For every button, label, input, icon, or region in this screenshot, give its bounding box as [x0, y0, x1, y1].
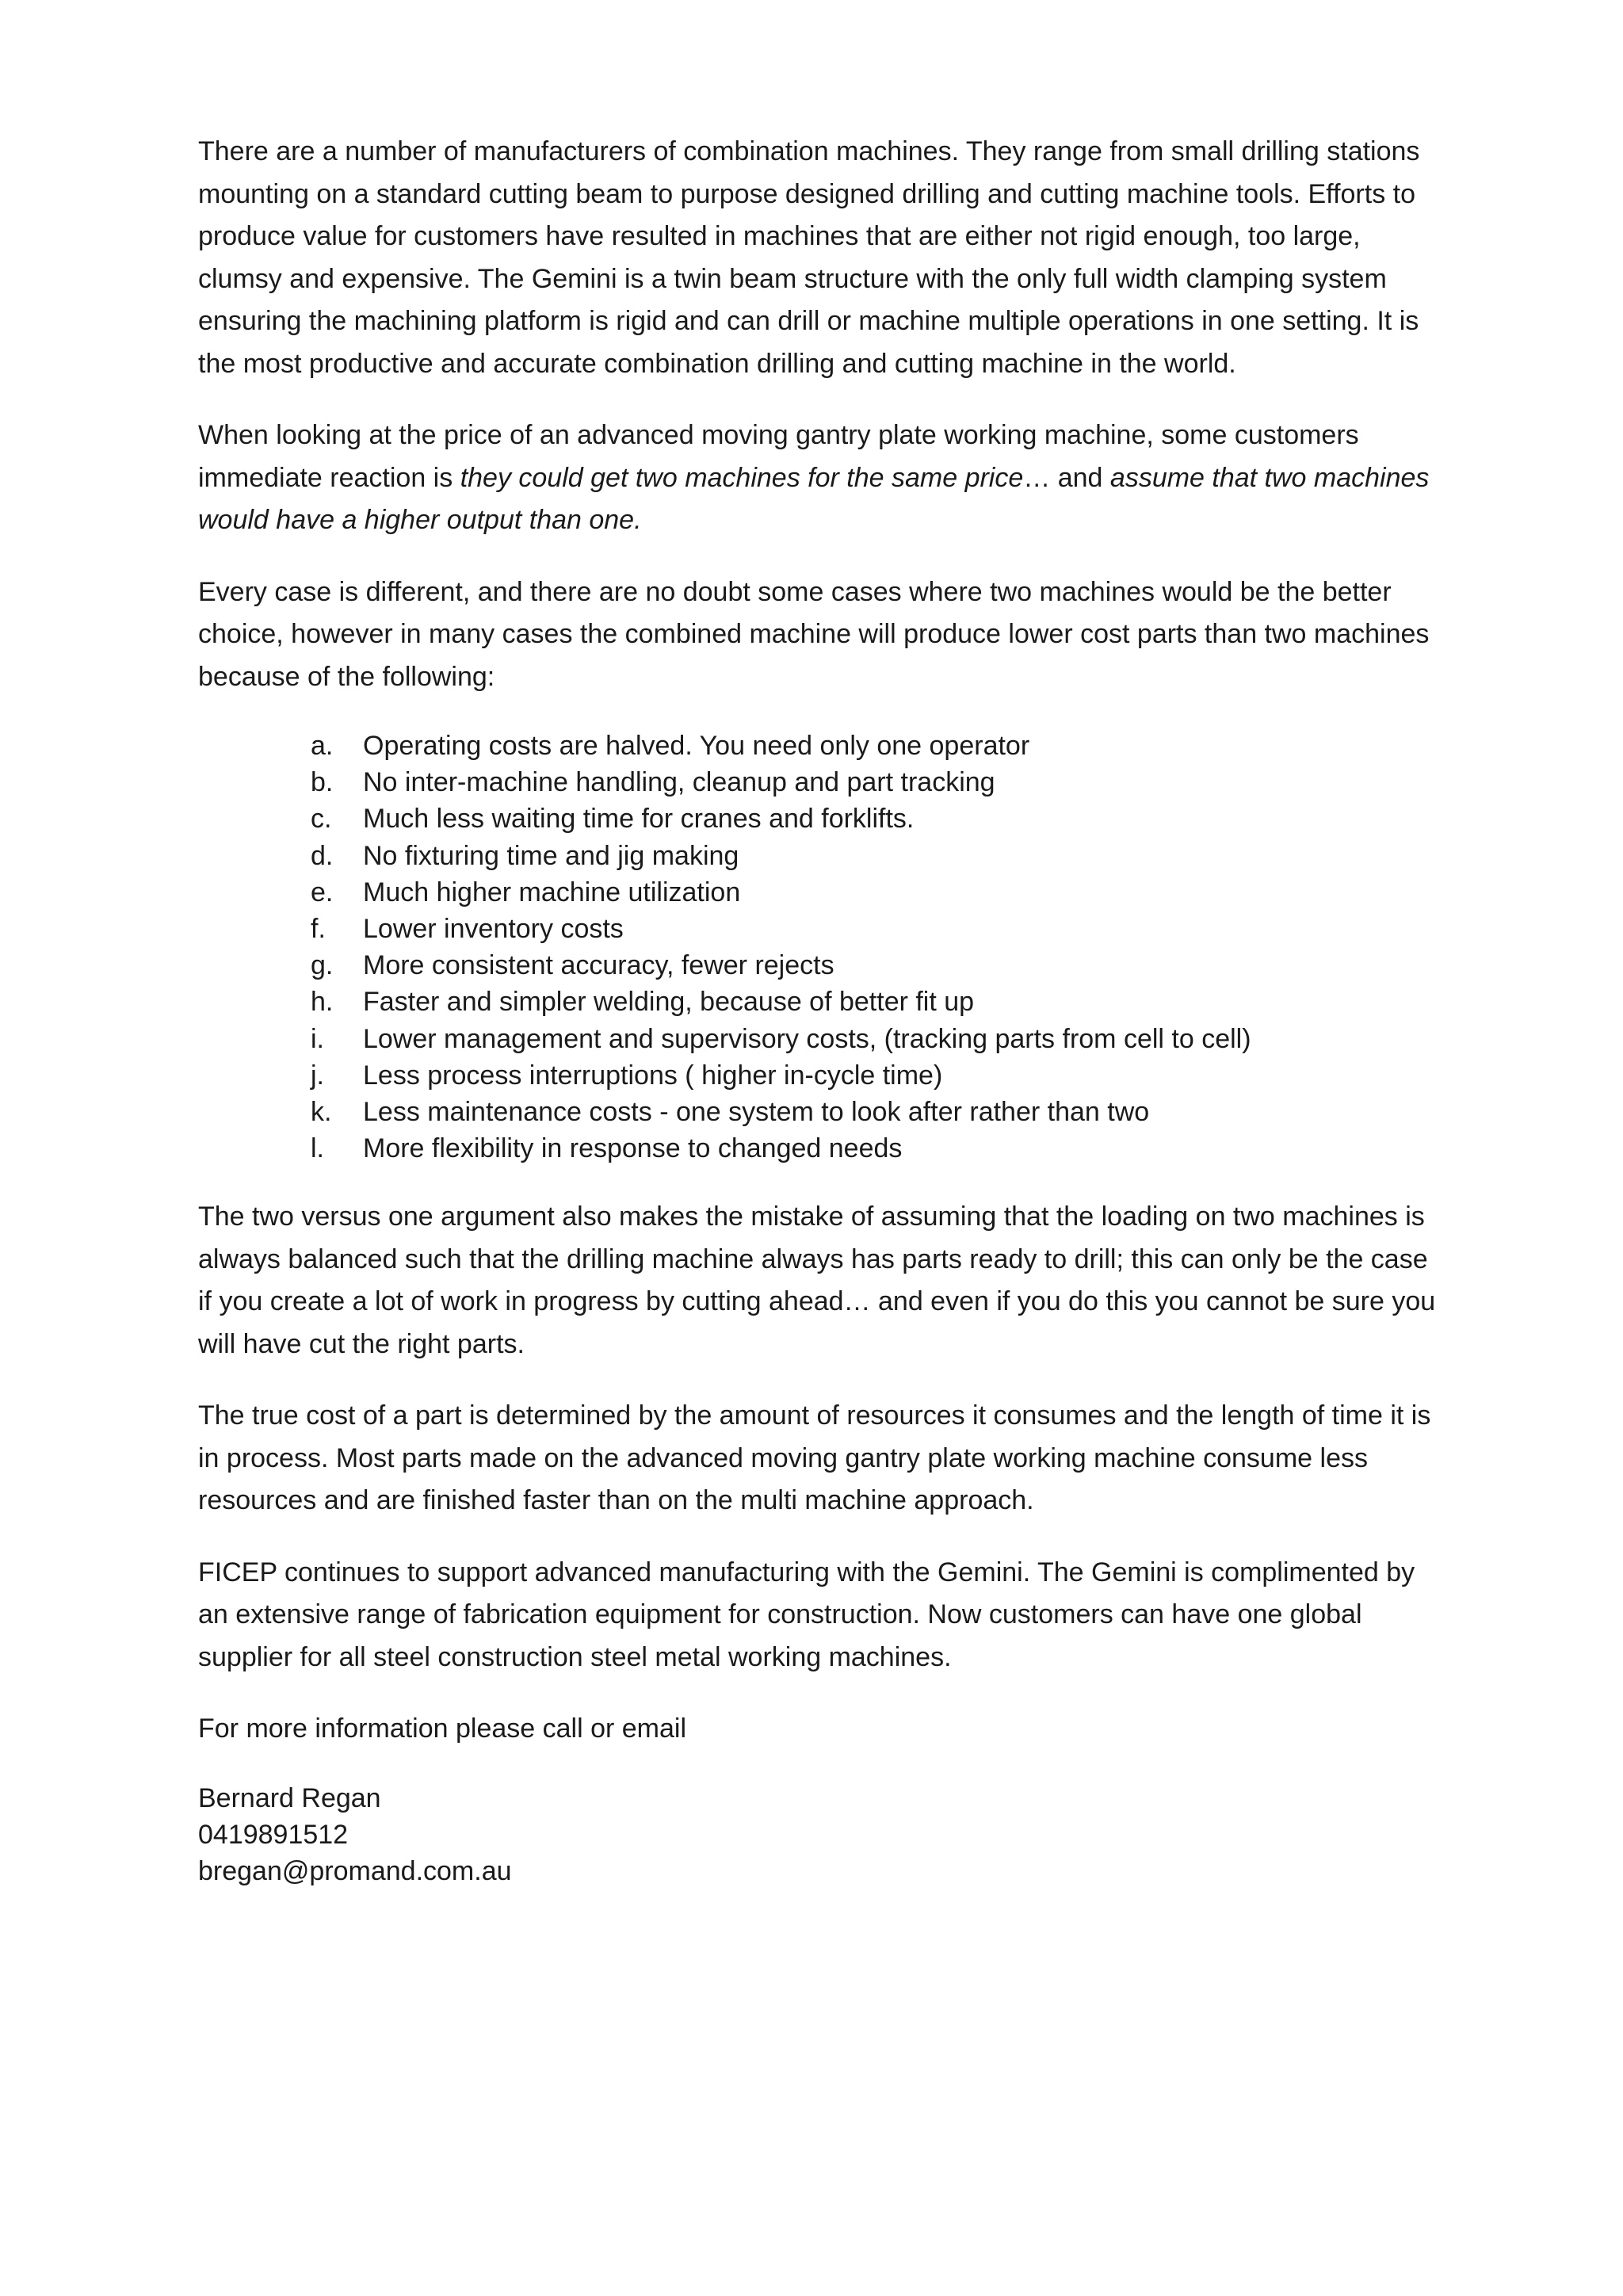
contact-block: [198, 1780, 1442, 1890]
list-marker: h.: [311, 987, 334, 1018]
list-marker: e.: [311, 877, 334, 907]
list-marker: c.: [311, 804, 332, 835]
list-item: [311, 728, 1442, 764]
list-marker: i.: [311, 1023, 324, 1054]
list-text: No fixturing time and jig making: [363, 840, 739, 871]
list-text: Operating costs are halved. You need only one operator: [363, 731, 1030, 761]
list-text: No inter-machine handling, cleanup and part tracking: [363, 767, 995, 798]
list-item: [311, 1021, 1442, 1057]
paragraph-price-reaction: [198, 415, 1442, 542]
list-marker: j.: [311, 1060, 324, 1091]
paragraph-price-text-1: When looking at the price of an advanced moving gantry plate working machine, some customers immediate reaction is: [198, 420, 1359, 493]
paragraph-intro: There are a number of manufacturers of combination machines. They range from small drilling stations mounting on a standard cutting beam to purpose designed drilling and cutting machine tools. Efforts to produce value for customers have resulted in machines that are either not rigid enough, too large, clumsy and expensive. The Gemini is a twin beam structure with the only full width clamping system ensuring the machining platform is rigid and can drill or machine multiple operations in one setting. It is the most productive and accurate combination drilling and cutting machine in the world.: [198, 136, 1420, 379]
paragraph-more-info: For more information please call or email: [198, 1713, 687, 1744]
paragraph-ficep: FICEP continues to support advanced manufacturing with the Gemini. The Gemini is complimented by an extensive range of fabrication equipment for construction. Now customers can have one global supplier for all steel construction steel metal working machines.: [198, 1557, 1415, 1672]
list-item: [311, 838, 1442, 874]
list-marker: k.: [311, 1097, 332, 1128]
contact-email: bregan@promand.com.au: [198, 1856, 512, 1887]
list-text: Less process interruptions ( higher in-cycle time): [363, 1060, 943, 1091]
paragraph-price-italic-2: assume that two machines would have a higher output than one.: [198, 462, 1430, 535]
list-text: More flexibility in response to changed needs: [363, 1133, 903, 1164]
document-page: [198, 131, 1442, 1890]
benefits-list: [198, 728, 1442, 1167]
list-text: Lower inventory costs: [363, 914, 624, 945]
list-item: [311, 800, 1442, 837]
paragraph-price-italic-1: they could get two machines for the same price: [460, 462, 1024, 493]
list-item: [311, 1130, 1442, 1167]
list-item: [311, 911, 1442, 947]
paragraph-two-versus-one: The two versus one argument also makes the mistake of assuming that the loading on two machines is always balanced such that the drilling machine always has parts ready to drill; this can only be the case if you create a lot of work in progress by cutting ahead… and even if you do this you cannot be sure you will have cut the right parts.: [198, 1201, 1436, 1359]
list-item: [311, 874, 1442, 911]
contact-phone: 0419891512: [198, 1820, 349, 1851]
paragraph-every-case: Every case is different, and there are no doubt some cases where two machines would be the better choice, however in many cases the combined machine will produce lower cost parts than two machines because of the following:: [198, 576, 1430, 692]
list-text: Less maintenance costs - one system to look after rather than two: [363, 1097, 1150, 1128]
list-text: Lower management and supervisory costs, (tracking parts from cell to cell): [363, 1023, 1251, 1054]
list-text: Faster and simpler welding, because of better fit up: [363, 987, 975, 1018]
list-marker: a.: [311, 731, 334, 761]
list-marker: d.: [311, 840, 334, 871]
list-item: [311, 764, 1442, 800]
list-item: [311, 947, 1442, 984]
list-item: [311, 1094, 1442, 1130]
list-marker: b.: [311, 767, 334, 798]
list-item: [311, 1057, 1442, 1094]
list-text: More consistent accuracy, fewer rejects: [363, 950, 834, 981]
list-marker: f.: [311, 914, 326, 945]
list-text: Much higher machine utilization: [363, 877, 741, 907]
paragraph-price-text-2: … and: [1023, 462, 1110, 493]
list-text: Much less waiting time for cranes and forklifts.: [363, 804, 915, 835]
list-marker: g.: [311, 950, 334, 981]
list-item: [311, 984, 1442, 1020]
paragraph-true-cost: The true cost of a part is determined by the amount of resources it consumes and the length of time it is in process. Most parts made on the advanced moving gantry plate working machine consume less resources and are finished faster than on the multi machine approach.: [198, 1400, 1431, 1516]
contact-name: Bernard Regan: [198, 1782, 381, 1813]
list-marker: l.: [311, 1133, 324, 1164]
